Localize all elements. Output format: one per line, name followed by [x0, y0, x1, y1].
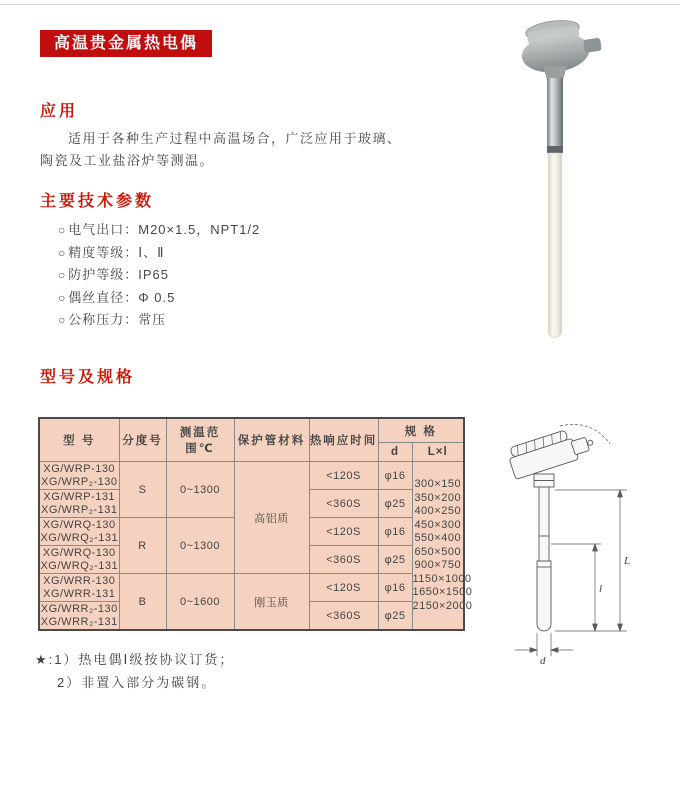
dim-label-L: L — [624, 555, 631, 567]
model-cell: XG/WRP-131 XG/WRP₂-131 — [39, 490, 119, 518]
models-heading: 型号及规格 — [40, 369, 136, 386]
material-cell: 高铝质 — [234, 462, 309, 574]
steel-tube-band — [547, 146, 563, 153]
col-header-range: 测温范围℃ — [166, 418, 234, 462]
response-cell: <360S — [309, 602, 378, 631]
diagram-tube-lower — [537, 561, 551, 631]
diagram-head — [506, 423, 596, 480]
range-cell: 0~1600 — [166, 574, 234, 631]
model-cell: XG/WRR₂-130 XG/WRR₂-131 — [39, 602, 119, 631]
spec-text: 公称压力：常压 — [68, 312, 167, 327]
response-cell: <360S — [309, 490, 378, 518]
d-cell: φ16 — [378, 518, 412, 546]
table-header-row — [39, 418, 464, 443]
list-item — [58, 264, 260, 287]
footnotes — [35, 648, 234, 694]
response-cell: <120S — [309, 518, 378, 546]
graduation-cell: B — [119, 574, 166, 631]
material-cell: 刚玉质 — [234, 574, 309, 631]
col-header-graduation: 分度号 — [119, 418, 166, 462]
graduation-cell: S — [119, 462, 166, 518]
dim-label-l: l — [599, 583, 603, 595]
graduation-cell: R — [119, 518, 166, 574]
circle-bullet-icon: ○ — [58, 268, 67, 282]
col-header-material: 保护管材料 — [234, 418, 309, 462]
footnote-line-2: 2）非置入部分为碳钢。 — [57, 675, 217, 690]
application-line-1: 适用于各种生产过程中高温场合，广泛应用于玻璃、 — [68, 131, 402, 146]
col-header-d: d — [378, 443, 412, 462]
col-header-spec: 规 格 — [378, 418, 464, 443]
specs-heading: 主要技术参数 — [40, 193, 155, 210]
model-cell: XG/WRP-130 XG/WRP₂-130 — [39, 462, 119, 490]
col-header-model: 型 号 — [39, 418, 119, 462]
diagram-tube-upper — [539, 487, 549, 561]
list-item — [58, 242, 260, 265]
application-text — [40, 128, 450, 172]
circle-bullet-icon: ○ — [58, 290, 67, 305]
dimension-diagram — [498, 416, 663, 666]
list-item — [58, 309, 260, 332]
range-cell: 0~1300 — [166, 462, 234, 518]
model-cell: XG/WRR-130 XG/WRR-131 — [39, 574, 119, 602]
response-cell: <120S — [309, 462, 378, 490]
table-row — [39, 462, 464, 490]
list-item — [58, 219, 260, 242]
response-cell: <120S — [309, 574, 378, 602]
range-cell: 0~1300 — [166, 518, 234, 574]
d-cell: φ16 — [378, 574, 412, 602]
application-heading: 应用 — [40, 103, 79, 120]
head-neck — [543, 66, 567, 80]
ceramic-tube — [549, 153, 562, 338]
col-header-response: 热响应时间 — [309, 418, 378, 462]
model-cell: XG/WRQ-130 XG/WRQ₂-131 — [40, 547, 119, 572]
application-line-2: 陶瓷及工业盐浴炉等测温。 — [40, 153, 215, 168]
spec-text: 电气出口：M20×1.5，NPT1/2 — [68, 222, 261, 237]
list-item — [58, 287, 260, 310]
dim-label-d: d — [540, 655, 546, 666]
table-row — [39, 574, 464, 602]
model-cell: XG/WRQ-130 XG/WRQ₂-131 — [40, 519, 119, 544]
circle-bullet-icon: ○ — [58, 245, 67, 260]
thermocouple-photo — [485, 8, 635, 343]
spec-text: 精度等级：Ⅰ、Ⅱ — [68, 244, 165, 260]
d-cell: φ25 — [378, 546, 412, 574]
response-cell: <360S — [309, 546, 378, 574]
lxl-cell: 300×150 350×200 400×250 450×300 550×400 650×500 900×750 1150×1000 1650×1500 2150×2000 — [412, 462, 464, 631]
models-table — [38, 417, 473, 631]
col-header-lxl: L×l — [412, 443, 464, 462]
d-cell: φ16 — [378, 462, 412, 490]
top-divider — [0, 4, 680, 5]
dimension-lines — [515, 490, 627, 656]
d-cell: φ25 — [378, 490, 412, 518]
d-cell: φ25 — [378, 602, 412, 631]
spec-text: 偶丝直径：Φ 0.5 — [68, 289, 176, 305]
spec-text: 防护等级：IP65 — [68, 267, 169, 282]
page-title: 高温贵金属热电偶 — [40, 30, 212, 57]
circle-bullet-icon: ○ — [58, 313, 67, 327]
footnote-line-1: ★:1）热电偶Ⅰ级按协议订货； — [35, 652, 235, 667]
circle-bullet-icon: ○ — [58, 223, 67, 237]
steel-tube — [547, 78, 563, 148]
specs-list — [58, 219, 260, 332]
